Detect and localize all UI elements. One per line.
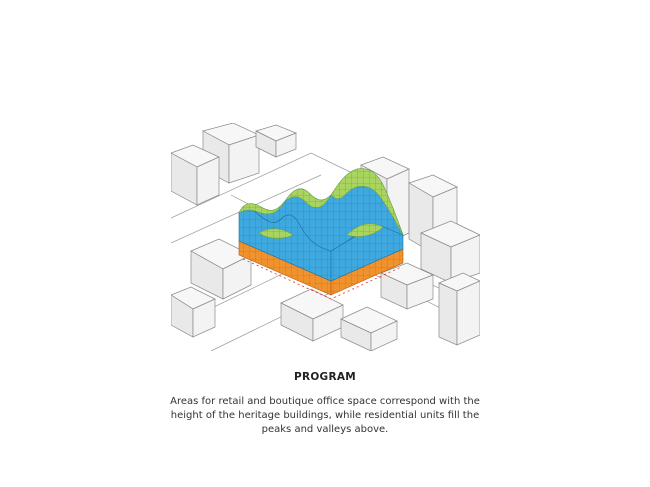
figure-title: PROGRAM (293, 371, 357, 383)
context-building (439, 273, 480, 345)
program-axonometric-diagram (171, 123, 480, 351)
figure-caption: Areas for retail and boutique office space correspond with the height of the heritage buildings, while residential units fill the peaks and valleys above. (170, 396, 480, 435)
context-building (341, 307, 397, 351)
context-building (171, 287, 215, 337)
context-building (281, 289, 343, 341)
proposed-building (239, 169, 403, 299)
context-building (171, 145, 219, 205)
context-building (256, 125, 296, 157)
